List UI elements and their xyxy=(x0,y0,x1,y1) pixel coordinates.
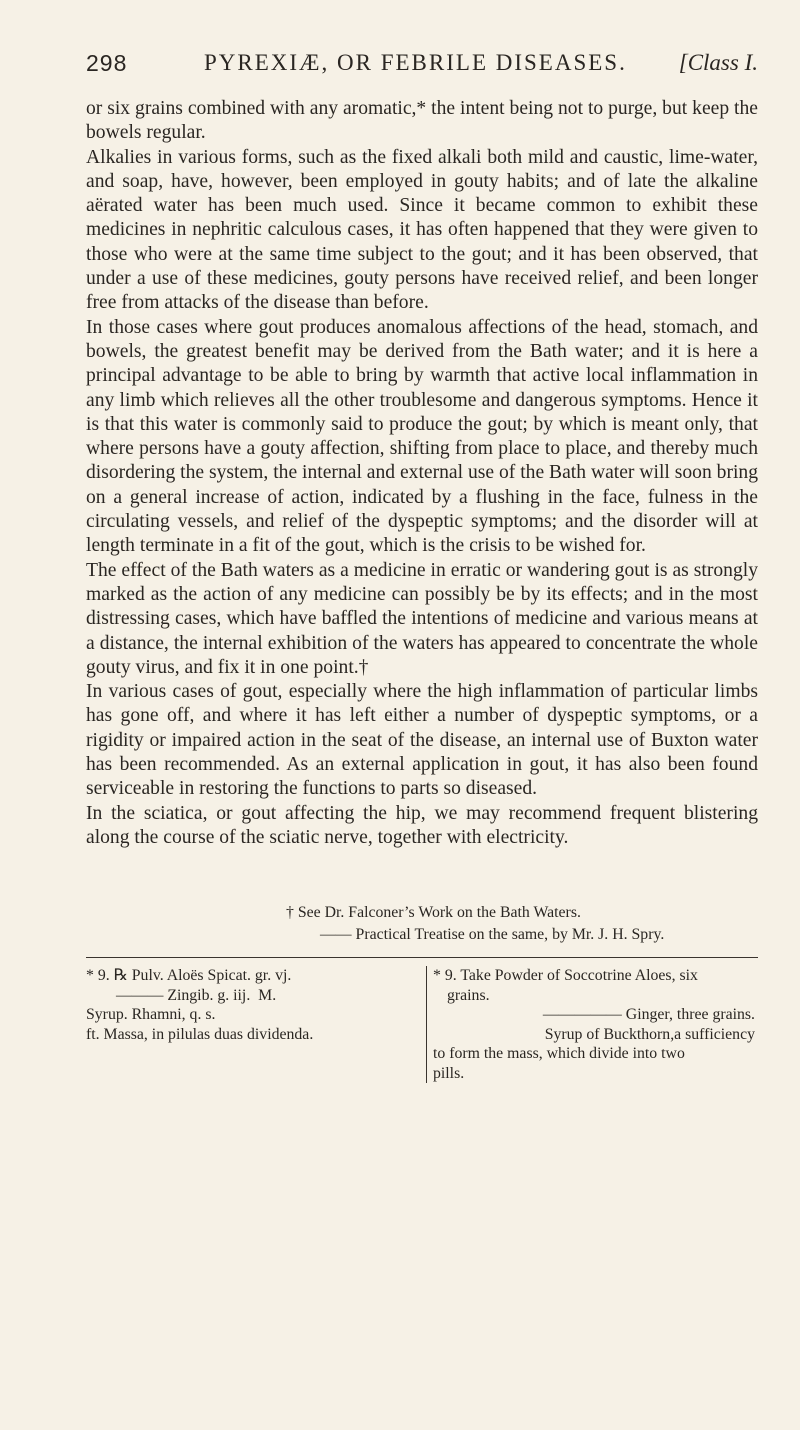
paragraph: Alkalies in various forms, such as the fixed alkali both mild and caustic, lime-water, and soap, have, however, been employed in gouty habits; and of late the alkaline aërated water has been much used. Since it became common to exhibit these medicines in nephritic calculous cases, it has often happened that they were given to those who were at the same time subject to the gout; and it has been observed, that under a use of these medicines, gouty persons have received relief, and been longer free from attacks of the disease than before. xyxy=(86,146,758,314)
footnote-line: Syrup of Buckthorn,a sufficiency xyxy=(544,1025,755,1043)
footnote-line: grains. xyxy=(447,986,490,1004)
paragraph: or six grains combined with any aromatic,* the intent being not to purge, but keep the bowels regular. xyxy=(86,98,758,144)
footnote-line: —— Practical Treatise on the same, by Mr. J. H. Spry. xyxy=(320,926,665,943)
footnote-line: Syrup. Rhamni, q. s. xyxy=(86,1006,216,1023)
paragraph: In the sciatica, or gout affecting the hip, we may recommend frequent blistering along the course of the sciatic nerve, together with electricity. xyxy=(86,802,758,848)
paragraph: The effect of the Bath waters as a medicine in erratic or wandering gout is as strongly marked as the action of any medicine can possibly be by its effects; and in the most distressing cases, which have baffled the intentions of medicine and various means at a distance, the internal exhibition of the waters has appeared to concentrate the whole gouty virus, and fix it in one point.† xyxy=(86,559,758,678)
footnote-line: to form the mass, which divide into two xyxy=(433,1045,685,1062)
paragraph: In those cases where gout produces anomalous affections of the head, stomach, and bowels, the greatest benefit may be derived from the Bath water; and it is here a principal advantage to be able to bring by warmth that active local inflammation in any limb which relieves all the other troublesome and dangerous symptoms. Hence it is that this water is commonly said to produce the gout; by which is meant only, that where persons have a gouty affection, shifting from place to place, and thereby much disordering the system, the internal and external use of the Bath water will soon bring on a general increase of action, indicated by a flushing in the face, fulness in the circulating vessels, and relief of the dyspeptic symptoms; and the disorder will at length terminate in a fit of the gout, which is the crisis to be wished for. xyxy=(86,316,759,557)
class-label: [Class I. xyxy=(678,50,758,75)
footnote-line: ——— Zingib. g. iij. M. xyxy=(116,986,277,1004)
paragraph: In various cases of gout, especially where the high inflammation of particular limbs has gone off, and where it has left either a number of dyspeptic symptoms, or a rigidity or impaired action in the seat of the disease, an internal use of Buxton water has been recommended. As an external application in gout, it has also been found serviceable in restoring the functions to parts so diseased. xyxy=(86,681,758,800)
page-number: 298 xyxy=(86,50,128,76)
footnote-line: pills. xyxy=(433,1064,465,1082)
footnote-line: ————— Ginger, three grains. xyxy=(542,1006,755,1023)
dagger-footnote xyxy=(86,902,758,946)
footnote-line: † See Dr. Falconer’s Work on the Bath Waters. xyxy=(286,904,581,921)
body-text xyxy=(86,97,758,850)
running-head xyxy=(86,50,758,84)
running-title: PYREXIÆ, OR FEBRILE DISEASES. xyxy=(204,50,627,75)
footnote-english xyxy=(426,966,755,1083)
footnote-line: ft. Massa, in pilulas duas dividenda. xyxy=(86,1025,314,1043)
footnote-line: * 9. ℞ Pulv. Aloës Spicat. gr. vj. xyxy=(86,967,292,984)
footnote-latin xyxy=(86,966,408,1044)
footnote-line: * 9. Take Powder of Soccotrine Aloes, six xyxy=(433,967,698,984)
footnote-rule xyxy=(86,957,758,958)
